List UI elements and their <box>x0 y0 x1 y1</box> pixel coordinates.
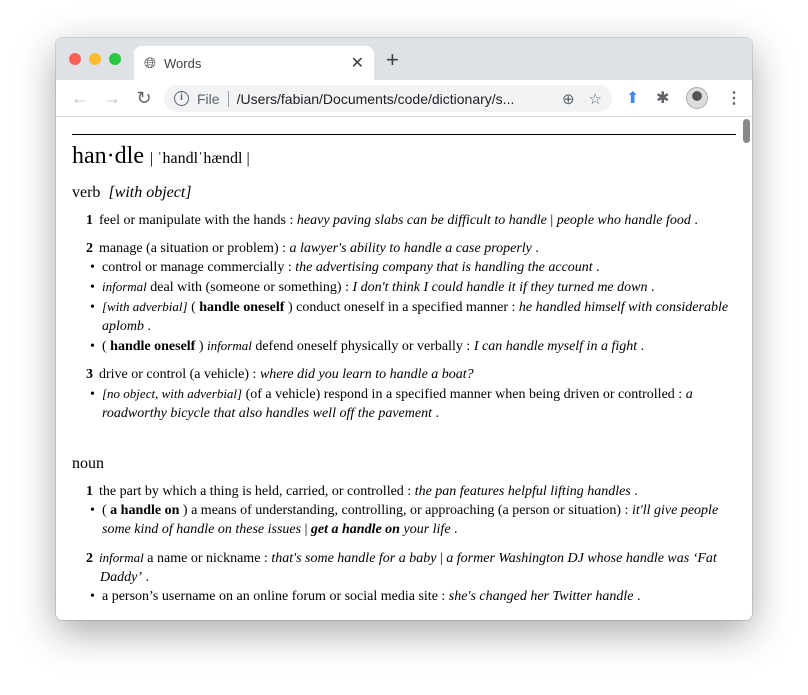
definition-segment: . <box>690 213 698 228</box>
pos-label: noun <box>72 455 104 472</box>
definition-segment: your life <box>399 522 451 537</box>
definition-segment: [with adverbial] <box>102 299 188 314</box>
definition-segment: . <box>450 522 458 537</box>
tab-strip <box>56 38 752 80</box>
tab-words[interactable] <box>134 46 374 80</box>
definition-segment: he handled himself with considerable aplomb <box>102 300 729 334</box>
definition-segment: | <box>436 551 447 566</box>
definition-segment: the part by which a thing is held, carried, or controlled : <box>99 484 415 499</box>
sense <box>86 365 736 384</box>
zoom-window-button[interactable] <box>109 53 121 65</box>
subsense <box>86 297 736 336</box>
definition-segment: . <box>633 589 641 604</box>
definition-segment: where did you learn to handle a boat? <box>259 367 474 382</box>
definition-segment: a name or nickname : <box>143 551 272 566</box>
bookmark-star-icon[interactable]: ☆ <box>588 90 602 108</box>
definition-segment: (of a vehicle) respond in a specified manner when being driven or controlled : <box>242 387 686 402</box>
scrollbar[interactable] <box>743 119 750 143</box>
definition-segment: ) <box>195 339 208 354</box>
definition-segment: the pan features helpful lifting handles <box>414 484 631 499</box>
definition-segment: informal <box>207 338 252 353</box>
divider <box>72 134 736 135</box>
grammar-label: [with object] <box>108 184 192 201</box>
definition-segment: ( <box>102 503 111 518</box>
definition-segment: a roadworthy bicycle that also handles well off the pavement <box>102 387 693 421</box>
part-of-speech <box>72 455 736 473</box>
definition-segment: handle oneself <box>199 300 285 315</box>
sense-number: 1 <box>86 213 93 228</box>
subsense <box>86 258 736 277</box>
definition-segment: . <box>592 260 600 275</box>
definition-segment: that's some handle for a baby <box>271 551 437 566</box>
reload-button[interactable]: ↻ <box>136 87 152 108</box>
new-tab-button[interactable]: + <box>386 47 399 72</box>
divider <box>228 91 229 107</box>
definition-segment: informal <box>99 550 144 565</box>
file-label: File <box>197 90 220 107</box>
sense <box>86 482 736 501</box>
definition-segment: a person’s username on an online forum or social media site : <box>102 589 449 604</box>
definition-segment: I don't think I could handle it if they turned me down <box>352 280 648 295</box>
page-content <box>56 117 752 620</box>
zoom-icon[interactable]: ⊕ <box>561 90 575 108</box>
definition-segment: . <box>531 241 539 256</box>
info-icon[interactable]: i <box>174 91 189 106</box>
pos-label: verb <box>72 184 101 201</box>
toolbar <box>56 80 752 117</box>
definition-segment: ( <box>102 339 111 354</box>
subsense <box>86 384 736 423</box>
sense-number: 3 <box>86 367 93 382</box>
headword <box>72 141 736 174</box>
definition-segment: manage (a situation or problem) : <box>99 241 290 256</box>
sense <box>86 548 736 587</box>
definition-segment: handle oneself <box>110 339 196 354</box>
definition-segment: . <box>142 570 149 585</box>
definition-segment: control or manage commercially : <box>102 260 296 275</box>
extensions-puzzle-icon[interactable]: ✱ <box>656 90 670 107</box>
close-window-button[interactable] <box>69 53 81 65</box>
definition-segment: . <box>647 280 655 295</box>
definition-segment: she's changed her Twitter handle <box>448 589 634 604</box>
headword-text: han·dle <box>72 143 144 169</box>
definition-segment: ( <box>187 300 200 315</box>
bullet-icon: • <box>90 300 95 315</box>
definition-segment: a former Washington DJ whose handle was ‘Fat Daddy’ <box>100 551 717 585</box>
menu-kebab-icon[interactable]: ⋮ <box>726 90 742 107</box>
definition-segment: get a handle on <box>310 522 400 537</box>
sense <box>86 211 736 230</box>
close-tab-icon[interactable]: ✕ <box>350 55 364 72</box>
sense-number: 2 <box>86 241 93 256</box>
bullet-icon: • <box>90 589 95 604</box>
bullet-icon: • <box>90 339 95 354</box>
definition-segment: heavy paving slabs can be difficult to handle <box>296 213 547 228</box>
definition-segment: feel or manipulate with the hands : <box>99 213 297 228</box>
definition-segment: I can handle myself in a fight <box>473 339 638 354</box>
bullet-icon: • <box>90 260 95 275</box>
definition-segment: a lawyer's ability to handle a case properly <box>289 241 532 256</box>
definition-segment: ) conduct oneself in a specified manner : <box>284 300 519 315</box>
subsense <box>86 277 736 297</box>
globe-icon: 🌐︎ <box>144 54 157 72</box>
definition-segment: . <box>144 319 151 334</box>
minimize-window-button[interactable] <box>89 53 101 65</box>
url-text[interactable]: /Users/fabian/Documents/code/dictionary/s... <box>236 90 515 107</box>
definition-segment: . <box>431 406 439 421</box>
definition-segment: the advertising company that is handling the account <box>295 260 593 275</box>
extension-icon[interactable]: ⬆ <box>626 90 640 107</box>
definition-segment: a handle on <box>110 503 180 518</box>
subsense <box>86 501 736 539</box>
definition-segment: deal with (someone or something) : <box>146 280 353 295</box>
profile-avatar[interactable] <box>686 87 708 109</box>
bullet-icon: • <box>90 387 95 402</box>
definition-segment: | <box>301 522 311 537</box>
address-bar[interactable] <box>164 85 612 112</box>
definition-segment: [no object, with adverbial] <box>102 386 243 401</box>
forward-button[interactable]: → <box>103 87 121 108</box>
definition-segment: defend oneself physically or verbally : <box>251 339 474 354</box>
definition-segment: ) a means of understanding, controlling, or approaching (a person or situation) : <box>179 503 632 518</box>
definition-segment: informal <box>102 279 147 294</box>
tab-title: Words <box>164 55 202 71</box>
part-of-speech <box>72 184 736 202</box>
definition-segment: drive or control (a vehicle) : <box>99 367 260 382</box>
entry-noun <box>72 455 736 606</box>
subsense <box>86 587 736 606</box>
definition-segment: . <box>630 484 638 499</box>
sense <box>86 239 736 258</box>
browser-window <box>56 38 752 620</box>
entry-verb <box>72 184 736 423</box>
back-button[interactable]: ← <box>71 87 89 108</box>
definition-segment: it'll give people some kind of handle on these issues <box>102 503 719 537</box>
definition-segment: . <box>637 339 645 354</box>
sense-number: 1 <box>86 484 93 499</box>
pronunciation: | ˈhandlˈhændl | <box>149 150 250 167</box>
bullet-icon: • <box>90 280 95 295</box>
definition-segment: | <box>546 213 557 228</box>
definition-segment: people who handle food <box>556 213 691 228</box>
bullet-icon: • <box>90 503 95 518</box>
subsense <box>86 336 736 356</box>
sense-number: 2 <box>86 551 93 566</box>
